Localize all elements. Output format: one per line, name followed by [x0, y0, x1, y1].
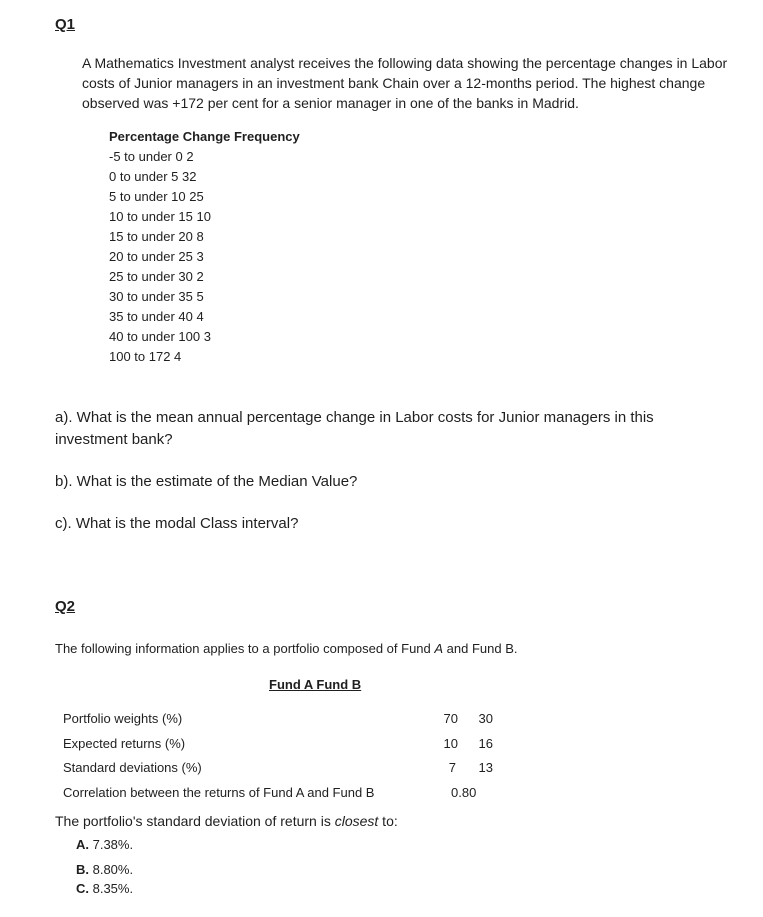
- choice-c-letter: C.: [76, 881, 89, 896]
- weights-label: Portfolio weights (%): [63, 711, 183, 726]
- correlation-value: 0.80: [451, 785, 477, 800]
- q2-prompt-emphasis: closest: [334, 813, 379, 829]
- fund-table-header: Fund A Fund B: [269, 677, 362, 692]
- q2-intro: [55, 641, 518, 656]
- frequency-row: -5 to under 0 2: [109, 149, 194, 164]
- frequency-row: 35 to under 40 4: [109, 309, 204, 324]
- q1-question-c: c). What is the modal Class interval?: [55, 515, 299, 532]
- q2-intro-end: and Fund B.: [443, 641, 518, 656]
- frequency-row: 40 to under 100 3: [109, 329, 211, 344]
- choice-c: [76, 881, 133, 896]
- weights-fund-b: 30: [478, 711, 493, 726]
- q2-intro-fund-a: A: [434, 641, 444, 656]
- returns-fund-a: 10: [443, 736, 458, 751]
- stdev-label: Standard deviations (%): [63, 760, 202, 775]
- stdev-fund-a: 7: [448, 760, 456, 775]
- q1-question-b: b). What is the estimate of the Median Value?: [55, 473, 358, 490]
- choice-c-text: 8.35%.: [89, 881, 134, 896]
- q2-prompt: [55, 813, 398, 829]
- frequency-table: [109, 147, 211, 367]
- correlation-label: Correlation between the returns of Fund A and Fund B: [63, 785, 375, 800]
- frequency-row: 15 to under 20 8: [109, 229, 204, 244]
- weights-fund-a: 70: [443, 711, 458, 726]
- frequency-row: 0 to under 5 32: [109, 169, 197, 184]
- q1-heading: Q1: [55, 16, 76, 33]
- q2-heading: Q2: [55, 598, 76, 615]
- frequency-row: 5 to under 10 25: [109, 189, 204, 204]
- choice-a-text: 7.38%.: [89, 837, 134, 852]
- frequency-row: 10 to under 15 10: [109, 209, 211, 224]
- choice-b: [76, 862, 133, 877]
- q1-intro: A Mathematics Investment analyst receives the following data showing the percentage changes in Labor costs of Junior managers in an investment bank Chain over a 12-months period. The highest change observed was +172 per cent for a senior manager in one of the banks in Madrid.: [82, 55, 728, 111]
- choice-a: [76, 837, 133, 852]
- q1-question-a: a). What is the mean annual percentage change in Labor costs for Junior managers in this investment bank?: [55, 409, 654, 448]
- frequency-row: 30 to under 35 5: [109, 289, 204, 304]
- frequency-row: 25 to under 30 2: [109, 269, 204, 284]
- q2-prompt-end: to:: [378, 813, 398, 829]
- choice-b-text: 8.80%.: [89, 862, 134, 877]
- choice-a-letter: A.: [76, 837, 89, 852]
- choice-b-letter: B.: [76, 862, 89, 877]
- frequency-table-title: Percentage Change Frequency: [109, 129, 300, 144]
- stdev-fund-b: 13: [478, 760, 493, 775]
- frequency-row: 20 to under 25 3: [109, 249, 204, 264]
- q2-intro-start: The following information applies to a portfolio composed of Fund: [55, 641, 435, 656]
- returns-fund-b: 16: [478, 736, 493, 751]
- q2-prompt-start: The portfolio's standard deviation of return is: [55, 813, 335, 829]
- frequency-row: 100 to 172 4: [109, 349, 182, 364]
- returns-label: Expected returns (%): [63, 736, 186, 751]
